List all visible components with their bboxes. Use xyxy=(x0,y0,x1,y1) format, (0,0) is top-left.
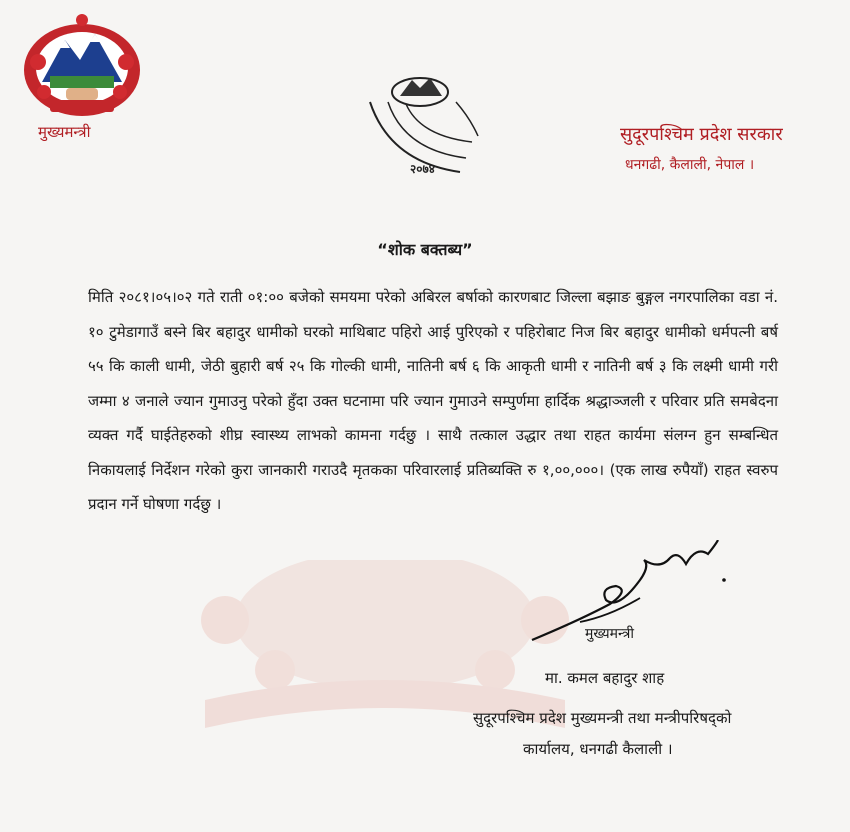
national-emblem-icon xyxy=(20,12,145,122)
office-line-1: सुदूरपश्चिम प्रदेश मुख्यमन्त्री तथा मन्त्रीपरिषद्को xyxy=(473,709,732,727)
signatory-role: मुख्यमन्त्री xyxy=(585,626,634,642)
seal-year: २०७४ xyxy=(410,162,435,176)
document-title: “शोक बक्तब्य” xyxy=(377,240,473,259)
signatory-name: मा. कमल बहादुर शाह xyxy=(545,669,665,687)
chief-minister-caption: मुख्यमन्त्री xyxy=(38,123,91,141)
government-title: सुदूरपश्चिम प्रदेश सरकार xyxy=(620,124,783,145)
government-address: धनगढी, कैलाली, नेपाल । xyxy=(625,157,755,173)
document-body: मिति २०८१।०५।०२ गते राती ०१:०० बजेको समयमा परेको अबिरल बर्षाको कारणबाट जिल्ला बझाङ बुङ्गल नगरपालिका वडा नं. १० टुमेडागाउँ बस्ने बिर बहादुर धामीको घरको माथिबाट पहिरो आई पुरिएको र पहिरोबाट निज बिर बहादुर धामीको धर्मपत्नी बर्ष ५५ कि काली धामी, जेठी बुहारी बर्ष २५ कि गोल्की धामी, नातिनी बर्ष ६ कि आकृती धामी र नातिनी बर्ष ३ कि लक्ष्मी धामी गरी जम्मा ४ जनाले ज्यान गुमाउनु परेको हुँदा उक्त घटनामा परि ज्यान गुमाउने सम्पुर्णमा हार्दिक श्रद्धाञ्जली र परिवार प्रति समबेदना व्यक्त गर्दै घाईतेहरुको शीघ्र स्वास्थ्य लाभको कामना गर्दछु । साथै तत्काल उद्धार तथा राहत कार्यमा संलग्न हुन सम्बन्धित निकायलाई निर्देशन गरेको कुरा जानकारी गराउदै मृतकका परिवारलाई प्रतिब्यक्ति रु १,००,०००। (एक लाख रुपैयाँ) राहत स्वरुप प्रदान गर्ने घोषणा गर्दछु । xyxy=(88,288,778,513)
office-line-2: कार्यालय, धनगढी कैलाली । xyxy=(523,740,673,758)
